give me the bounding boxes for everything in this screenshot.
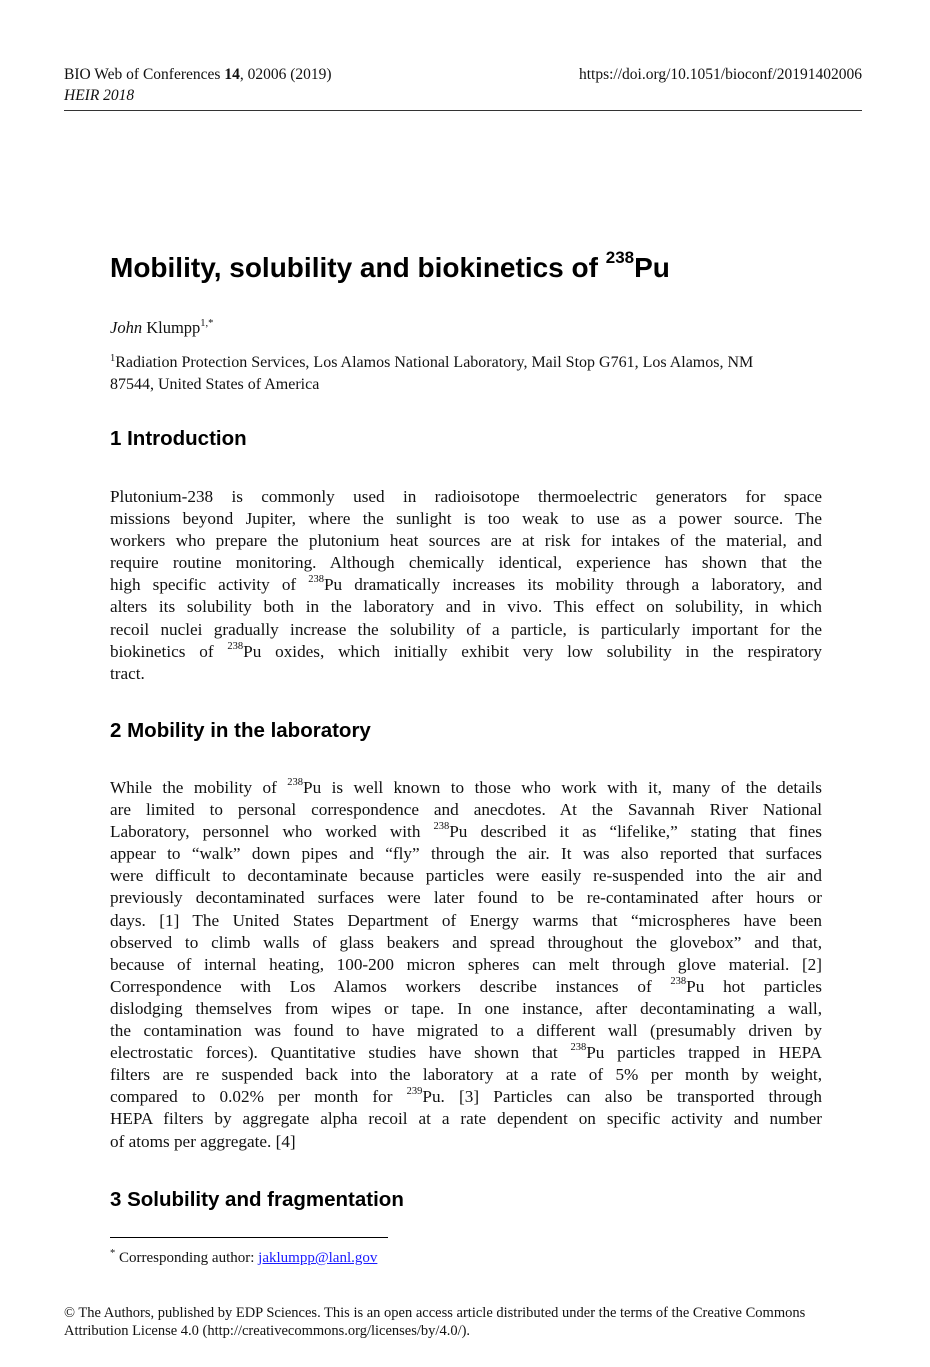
title-text: Mobility, solubility and biokinetics of	[110, 252, 606, 283]
text-line: recoil nuclei gradually increase the solubility of a particle, is particularly important for the	[110, 619, 822, 639]
text-line	[110, 1042, 822, 1064]
text-segment: Pu hot particles	[686, 976, 822, 996]
author-first-name: John	[110, 318, 143, 337]
journal-volume: 14	[224, 66, 240, 83]
text-line: were difficult to decontaminate because particles were easily re-suspended into the air and	[110, 866, 822, 886]
text-segment: Laboratory, personnel who worked with	[110, 822, 434, 842]
license-notice	[64, 1304, 864, 1340]
author-email-link[interactable]: jaklumpp@lanl.gov	[258, 1250, 378, 1266]
text-segment: Pu dramatically increases its mobility through a laboratory, and	[324, 575, 822, 595]
text-segment: Pu oxides, which initially exhibit very low solubility in the respiratory	[243, 641, 822, 661]
affiliation-mark: 1	[110, 353, 116, 364]
isotope-superscript: 238	[308, 574, 324, 586]
footnote-label: Corresponding author:	[115, 1250, 259, 1266]
isotope-superscript: 238	[227, 640, 244, 652]
text-line: tract.	[110, 663, 145, 683]
running-header	[64, 64, 862, 111]
paper-title	[110, 248, 670, 288]
text-line: missions beyond Jupiter, where the sunlight is too weak to use as a power source. The	[110, 509, 822, 529]
text-line: because of internal heating, 100-200 micron spheres can melt through glove material. [2]	[110, 954, 822, 974]
title-isotope: Pu	[634, 252, 670, 283]
author-last-name: Klumpp	[142, 318, 201, 337]
footnote-corresponding-author	[110, 1250, 377, 1267]
text-line	[110, 777, 822, 799]
isotope-superscript: 238	[287, 777, 304, 788]
text-line: previously decontaminated surfaces were later found to be re-contaminated after hours or	[110, 888, 822, 908]
title-isotope-mass: 238	[605, 248, 635, 267]
text-line	[110, 641, 822, 663]
footnote-divider	[110, 1237, 388, 1238]
isotope-superscript: 239	[406, 1086, 423, 1098]
conference-name: HEIR 2018	[64, 87, 135, 104]
text-line: of atoms per aggregate. [4]	[110, 1131, 296, 1151]
text-line: observed to climb walls of glass beakers and spread throughout the glovebox” and that,	[110, 932, 822, 952]
journal-name: BIO Web of Conferences	[64, 66, 225, 83]
text-line: require routine monitoring. Although chemically identical, experience has shown that the	[110, 553, 822, 573]
text-line: the contamination was found to have migrated to a different wall (presumably driven by	[110, 1021, 822, 1041]
text-segment: While the mobility of	[110, 778, 288, 797]
text-line: filters are re suspended back into the laboratory at a rate of 5% per month by weight,	[110, 1065, 822, 1085]
text-line: alters its solubility both in the laboratory and in vivo. This effect on solubility, in which	[110, 597, 822, 617]
isotope-superscript: 238	[670, 975, 687, 987]
affiliation-line-1: Radiation Protection Services, Los Alamos National Laboratory, Mail Stop G761, Los Alamos, NM	[115, 354, 754, 371]
text-segment: Pu particles trapped in HEPA	[586, 1043, 822, 1063]
affiliation-line-2: 87544, United States of America	[110, 376, 320, 393]
doi-link[interactable]: https://doi.org/10.1051/bioconf/20191402006	[578, 66, 862, 83]
journal-article-number: , 02006 (2019)	[239, 66, 332, 83]
text-line: days. [1] The United States Department of Energy warms that “microspheres have been	[110, 910, 822, 930]
text-segment: Pu. [3] Particles can also be transported through	[422, 1087, 822, 1107]
text-segment: compared to 0.02% per month for	[110, 1087, 407, 1107]
section-heading-introduction: 1 Introduction	[110, 427, 247, 450]
text-line	[110, 821, 822, 843]
affiliation	[110, 352, 822, 396]
paragraph-introduction	[110, 486, 822, 685]
text-line: HEPA filters by aggregate alpha recoil at a rate dependent on specific activity and number	[110, 1109, 822, 1129]
text-segment: Pu is well known to those who work with it, many of the details	[303, 778, 822, 797]
text-line: workers who prepare the plutonium heat sources are at risk for intakes of the material, and	[110, 531, 822, 551]
text-line: Plutonium-238 is commonly used in radioisotope thermoelectric generators for space	[110, 487, 822, 506]
author-affiliation-marks: 1,*	[200, 318, 214, 329]
paragraph-mobility	[110, 777, 822, 1153]
license-line-2: Attribution License 4.0 (http://creativecommons.org/licenses/by/4.0/).	[64, 1323, 471, 1339]
section-heading-solubility: 3 Solubility and fragmentation	[110, 1188, 404, 1211]
text-segment: high specific activity of	[110, 575, 309, 595]
author-line	[110, 318, 213, 338]
text-segment: Pu described it as “lifelike,” stating that fines	[449, 822, 822, 842]
section-heading-mobility: 2 Mobility in the laboratory	[110, 719, 371, 742]
footnote-mark: *	[110, 1248, 116, 1259]
license-line-1: © The Authors, published by EDP Sciences. This is an open access article distributed under the terms of the Creative Commons	[64, 1305, 806, 1321]
text-line	[110, 976, 822, 998]
text-segment: Correspondence with Los Alamos workers describe instances of	[110, 976, 671, 996]
journal-citation	[64, 64, 332, 106]
text-line: are limited to personal correspondence and anecdotes. At the Savannah River National	[110, 800, 822, 820]
text-segment: biokinetics of	[110, 641, 228, 661]
text-line	[110, 1086, 822, 1108]
isotope-superscript: 238	[570, 1042, 587, 1054]
isotope-superscript: 238	[433, 821, 450, 833]
text-line	[110, 574, 822, 596]
text-line: dislodging themselves from wipes or tape. In one instance, after decontaminating a wall,	[110, 998, 822, 1018]
text-line: appear to “walk” down pipes and “fly” through the air. It was also reported that surfaces	[110, 844, 822, 864]
text-segment: electrostatic forces). Quantitative studies have shown that	[110, 1043, 571, 1063]
